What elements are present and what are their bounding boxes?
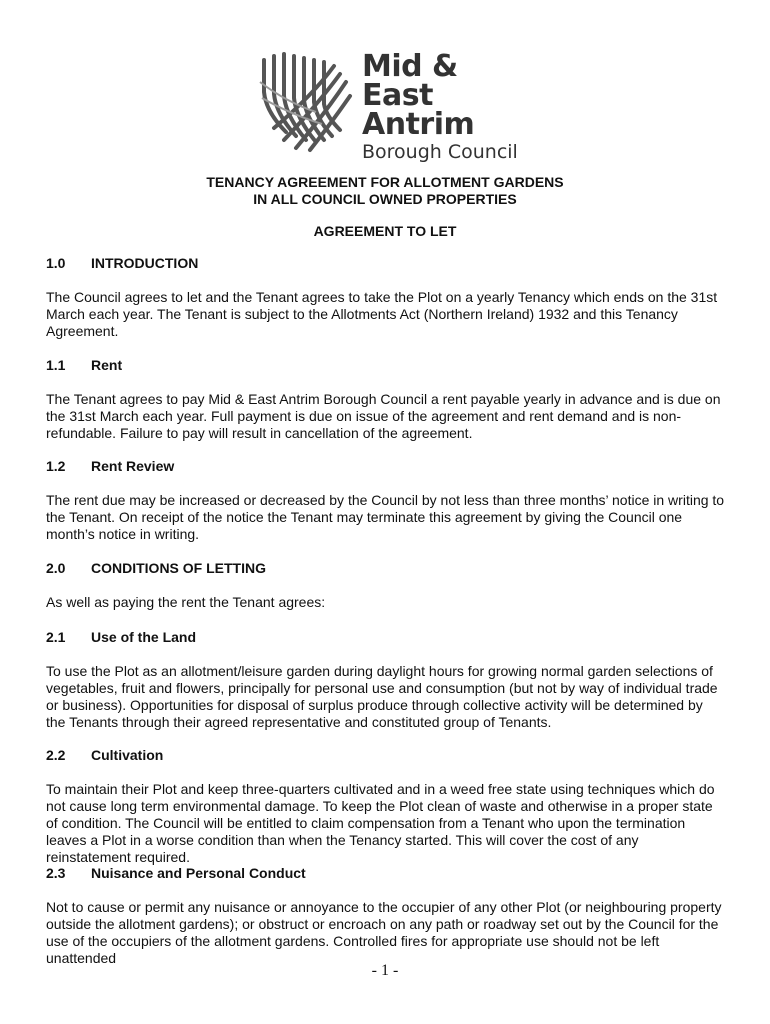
section-heading-2-3: [46, 865, 306, 881]
document-title-line-1: TENANCY AGREEMENT FOR ALLOTMENT GARDENS: [206, 174, 564, 190]
section-text-2-0: As well as paying the rent the Tenant agrees:: [46, 594, 326, 610]
document-subtitle: AGREEMENT TO LET: [313, 223, 457, 239]
section-text-2-2: To maintain their Plot and keep three-quarters cultivated and in a weed free state using techniques which do not cause long term environmental damage. To keep the Plot clean of waste and otherwise in a proper state of condition. The Council will be entitled to claim compensation from a Tenant who upon the termination leaves a Plot in a worse condition than when the Tenancy started. This will cover the cost of any reinstatement required.: [46, 781, 715, 865]
section-heading-2-2: [46, 747, 163, 763]
section-text-1-1: The Tenant agrees to pay Mid & East Antrim Borough Council a rent payable yearly in advance and is due on the 31st March each year. Full payment is due on issue of the agreement and rent demand and is non-refundable. Failure to pay will result in cancellation of the agreement.: [46, 391, 721, 441]
section-title: INTRODUCTION: [91, 255, 199, 271]
section-text-1-2: The rent due may be increased or decreased by the Council by not less than three months’ notice in writing to the Tenant. On receipt of the notice the Tenant may terminate this agreement by giving the Council one month’s notice in writing.: [46, 492, 725, 542]
section-number: 1.0: [46, 255, 66, 271]
section-heading-2-1: [46, 629, 196, 645]
section-heading-1-2: [46, 458, 174, 474]
section-number: 2.2: [46, 747, 66, 763]
section-text-2-1: To use the Plot as an allotment/leisure garden during daylight hours for growing normal garden selections of vegetables, fruit and flowers, principally for personal use and consumption (but not by way of individual trade or business). Opportunities for disposal of surplus produce through collective activity will be determined by the Tenants through their agreed representative and constituted group of Tenants.: [46, 663, 718, 730]
section-text-2-3: Not to cause or permit any nuisance or annoyance to the occupier of any other Plot (or neighbouring property outside the allotment gardens); or obstruct or encroach on any path or roadway set out by the Council for the use of the occupiers of the allotment gardens. Controlled fires for appropriate use should not be left unattended: [46, 899, 722, 966]
section-number: 2.3: [46, 865, 66, 881]
section-number: 2.1: [46, 629, 66, 645]
logo-line-1: Mid & East: [362, 49, 458, 113]
section-title: Rent Review: [91, 458, 175, 474]
section-heading-1-1: [46, 357, 122, 373]
council-logo-icon: [256, 52, 356, 154]
logo-line-2: Antrim: [362, 107, 475, 142]
page-number: - 1 -: [371, 962, 399, 979]
section-title: CONDITIONS OF LETTING: [91, 560, 266, 576]
section-title: Rent: [91, 357, 123, 373]
logo-line-3: Borough Council: [362, 141, 518, 163]
section-number: 1.2: [46, 458, 66, 474]
section-heading-1-0: [46, 255, 198, 271]
document-title-line-2: IN ALL COUNCIL OWNED PROPERTIES: [253, 191, 517, 207]
section-number: 1.1: [46, 357, 66, 373]
section-title: Cultivation: [91, 747, 164, 763]
section-title: Nuisance and Personal Conduct: [91, 865, 306, 881]
council-logo: [256, 49, 526, 163]
section-title: Use of the Land: [91, 629, 197, 645]
section-text-1-0: The Council agrees to let and the Tenant agrees to take the Plot on a yearly Tenancy which ends on the 31st March each year. The Tenant is subject to the Allotments Act (Northern Ireland) 1932 and this Tenancy Agreement.: [46, 289, 718, 339]
section-heading-2-0: [46, 560, 266, 576]
section-number: 2.0: [46, 560, 66, 576]
